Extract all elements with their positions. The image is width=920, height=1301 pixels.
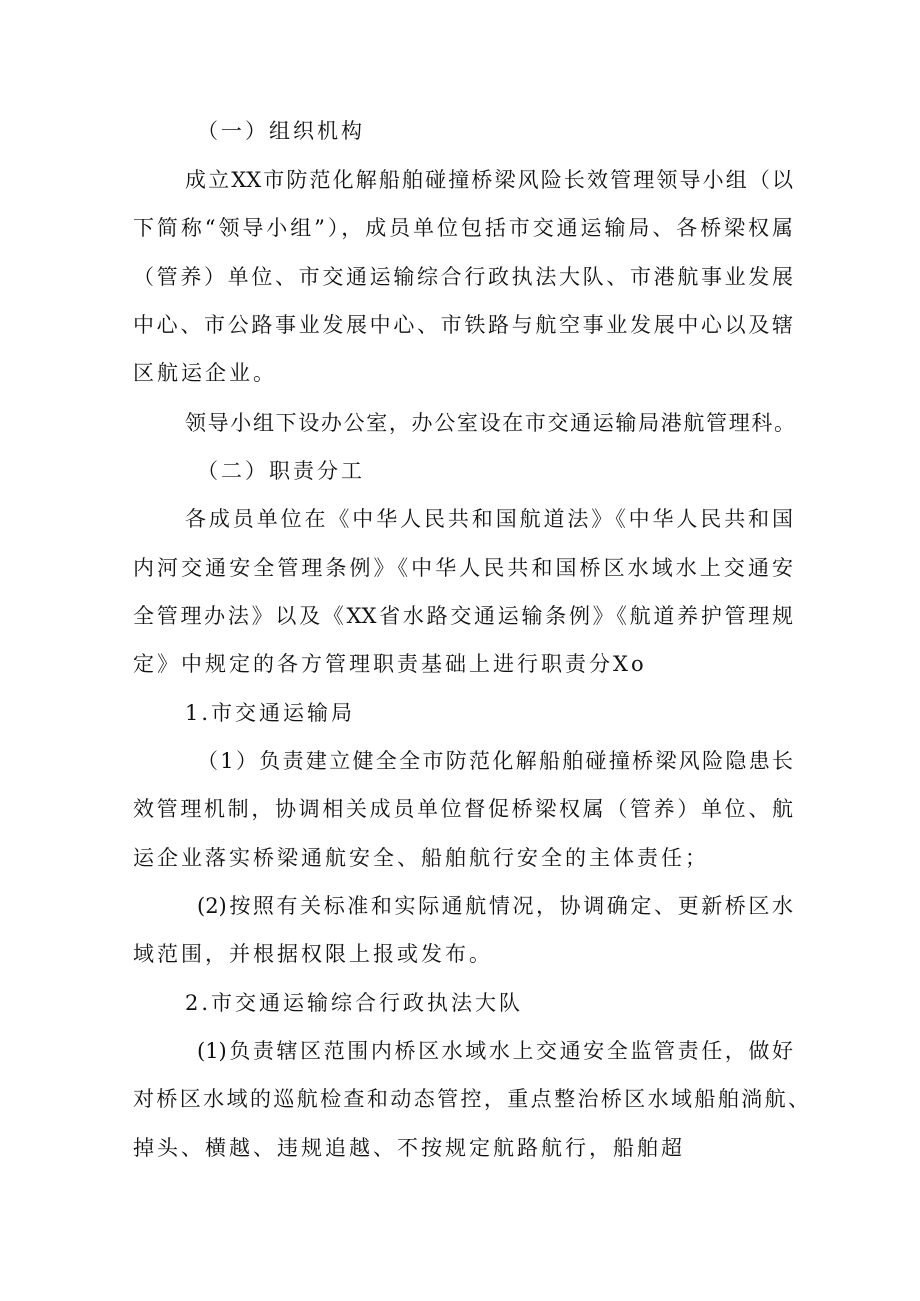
paragraph-line: 区航运企业。 — [133, 361, 277, 385]
heading-organization: （一）组织机构 — [197, 119, 365, 143]
heading-transport-bureau: 1.市交通运输局 — [185, 701, 356, 725]
paragraph-line: 全管理办法》以及《XX省水路交通运输条例》《航道养护管理规 — [133, 604, 793, 628]
paragraph-line: 定》中规定的各方管理职责基础上进行职责分Xo — [133, 652, 647, 676]
paragraph-line: 领导小组下设办公室，办公室设在市交通运输局港航管理科。 — [185, 411, 795, 435]
paragraph-line: 掉头、横越、违规追越、不按规定航路航行，船舶超 — [133, 1136, 685, 1160]
paragraph-line: 中心、市公路事业发展中心、市铁路与航空事业发展中心以及辖 — [133, 313, 793, 337]
paragraph-line: 各成员单位在《中华人民共和国航道法》《中华人民共和国 — [185, 507, 793, 531]
paragraph-line: （1）负责建立健全全市防范化解船舶碰撞桥梁风险隐患长 — [197, 749, 793, 773]
paragraph-line: 成立XX市防范化解船舶碰撞桥梁风险长效管理领导小组（以 — [185, 168, 793, 192]
heading-responsibilities: （二）职责分工 — [197, 459, 365, 483]
paragraph-line: 下简称“领导小组”），成员单位包括市交通运输局、各桥梁权属 — [133, 216, 793, 240]
paragraph-line: 域范围，并根据权限上报或发布。 — [133, 942, 493, 966]
paragraph-line: (2)按照有关标准和实际通航情况，协调确定、更新桥区水 — [197, 894, 793, 918]
paragraph-line: （管养）单位、市交通运输综合行政执法大队、市港航事业发展 — [133, 265, 793, 289]
paragraph-line: 内河交通安全管理条例》《中华人民共和国桥区水域水上交通安 — [133, 556, 793, 580]
paragraph-line: 效管理机制，协调相关成员单位督促桥梁权属（管养）单位、航 — [133, 797, 793, 821]
paragraph-line: 运企业落实桥梁通航安全、船舶航行安全的主体责任； — [133, 846, 709, 870]
heading-enforcement-brigade: 2.市交通运输综合行政执法大队 — [185, 991, 524, 1015]
paragraph-line: (1)负责辖区范围内桥区水域水上交通安全监管责任，做好 — [197, 1039, 793, 1063]
paragraph-line: 对桥区水域的巡航检查和动态管控，重点整治桥区水域船舶淌航、 — [133, 1087, 809, 1111]
